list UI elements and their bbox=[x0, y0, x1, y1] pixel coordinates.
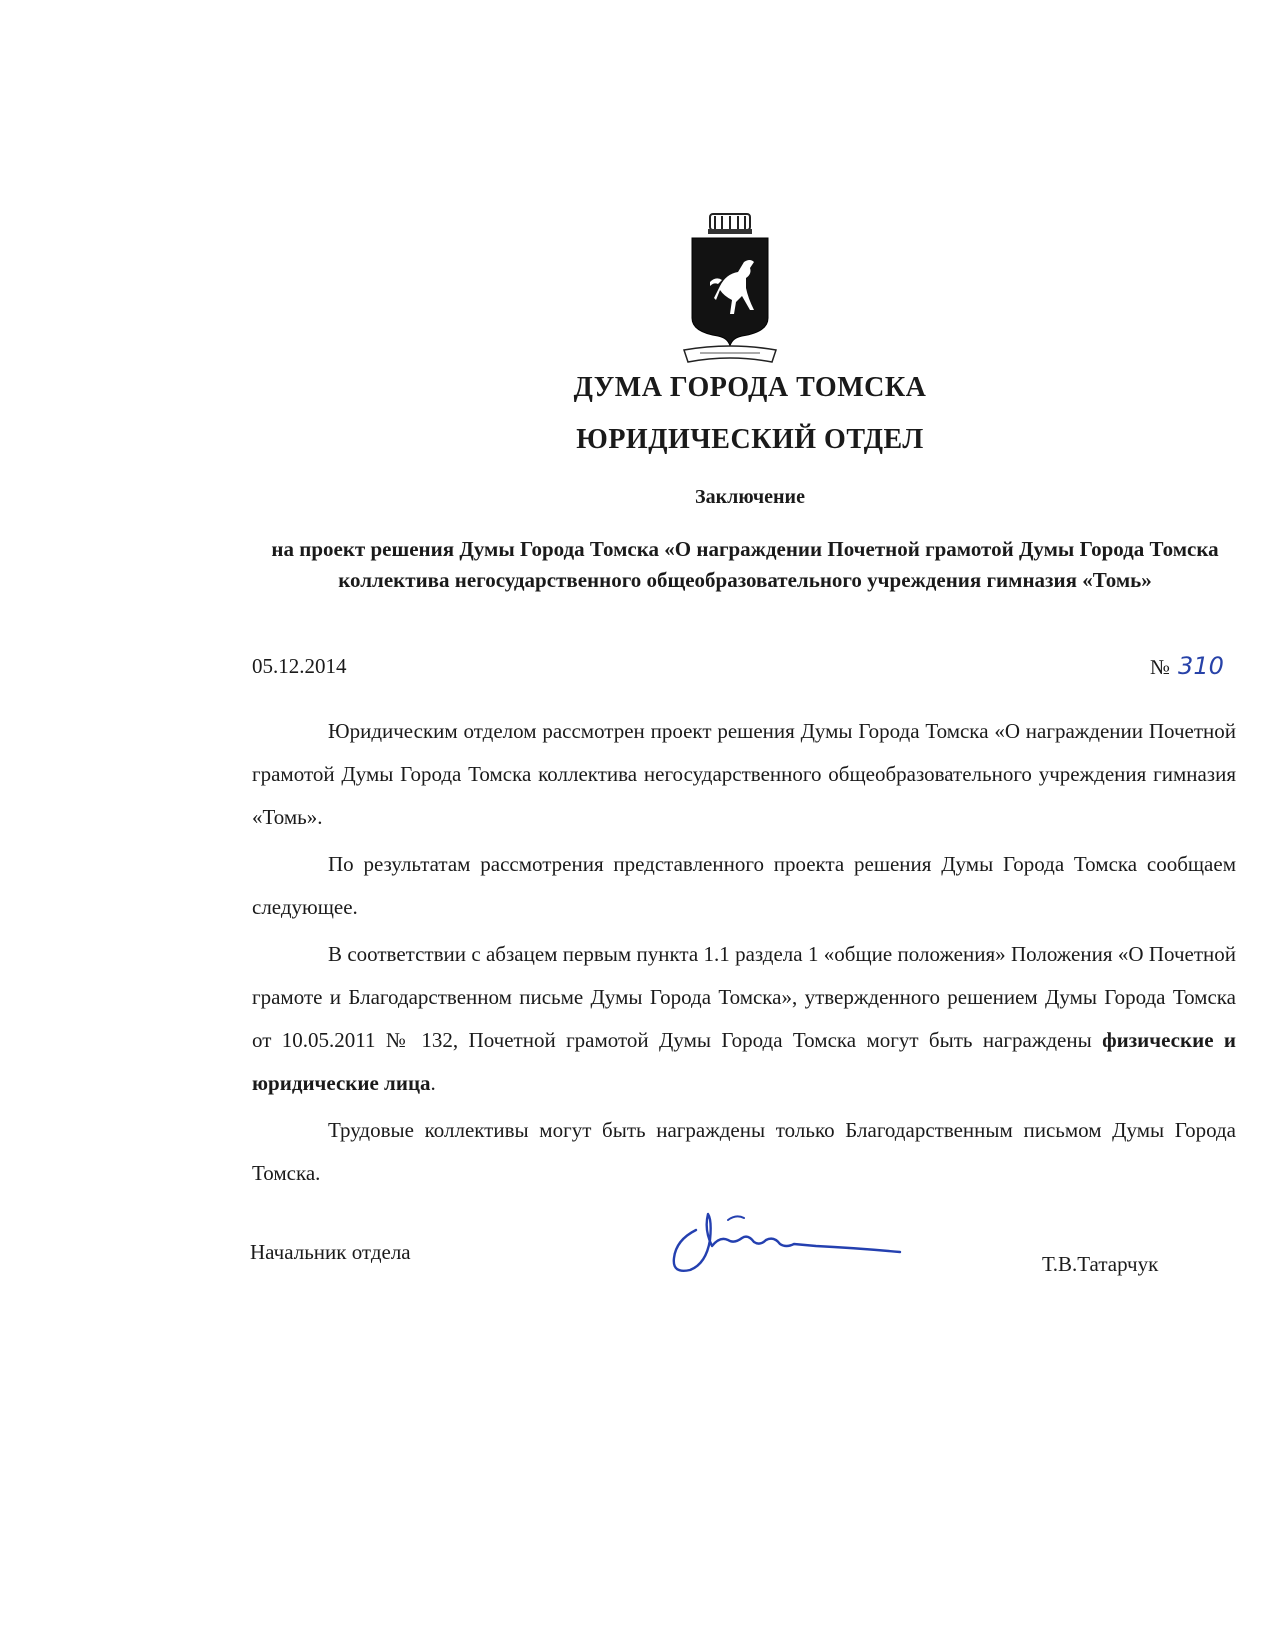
number-label: № bbox=[1150, 655, 1171, 679]
paragraph-3-start: В соответствии с абзацем первым пункта 1.1 раздела 1 «общие положения» Положения «О Почетной грамоте и Благодарственном письме Думы Города Томска», утвержденного решением Думы Города Томска от 10.05.2011 № 132, Почетной грамотой Думы Города Томска могут быть награждены bbox=[252, 942, 1236, 1052]
number-value: 310 bbox=[1178, 652, 1224, 680]
paragraph-3-end: . bbox=[430, 1071, 436, 1095]
paragraph-3-bold: физические и юридические лица bbox=[252, 1028, 1236, 1095]
department-name: ЮРИДИЧЕСКИЙ ОТДЕЛ bbox=[576, 424, 924, 455]
paragraph-4: Трудовые коллективы могут быть награждены только Благодарственным письмом Думы Города Томска. bbox=[252, 1118, 1236, 1185]
document-date: 05.12.2014 bbox=[252, 654, 347, 678]
paragraph-2: По результатам рассмотрения представленного проекта решения Думы Города Томска сообщаем следующее. bbox=[252, 852, 1236, 919]
document-type: Заключение bbox=[695, 486, 805, 508]
tomsk-coat-of-arms-emblem bbox=[680, 210, 780, 370]
paragraph-3 bbox=[252, 933, 1236, 1105]
document-number bbox=[1150, 652, 1224, 680]
ribbon-icon bbox=[684, 346, 776, 362]
signer-title: Начальник отдела bbox=[250, 1240, 411, 1264]
crown-icon bbox=[708, 214, 752, 234]
organization-name: ДУМА ГОРОДА ТОМСКА bbox=[573, 372, 927, 403]
paragraph-1: Юридическим отделом рассмотрен проект решения Думы Города Томска «О награждении Почетной грамотой Думы Города Томска коллектива негосударственного общеобразовательного учреждения гимназия «Томь». bbox=[252, 719, 1236, 829]
document-subject: на проект решения Думы Города Томска «О награждении Почетной грамотой Думы Города Томска коллектива негосударственного общеобразовательного учреждения гимназия «Томь» bbox=[271, 537, 1219, 592]
handwritten-signature bbox=[666, 1200, 936, 1280]
signer-name: Т.В.Татарчук bbox=[1042, 1252, 1159, 1276]
document-body bbox=[252, 710, 1236, 1195]
